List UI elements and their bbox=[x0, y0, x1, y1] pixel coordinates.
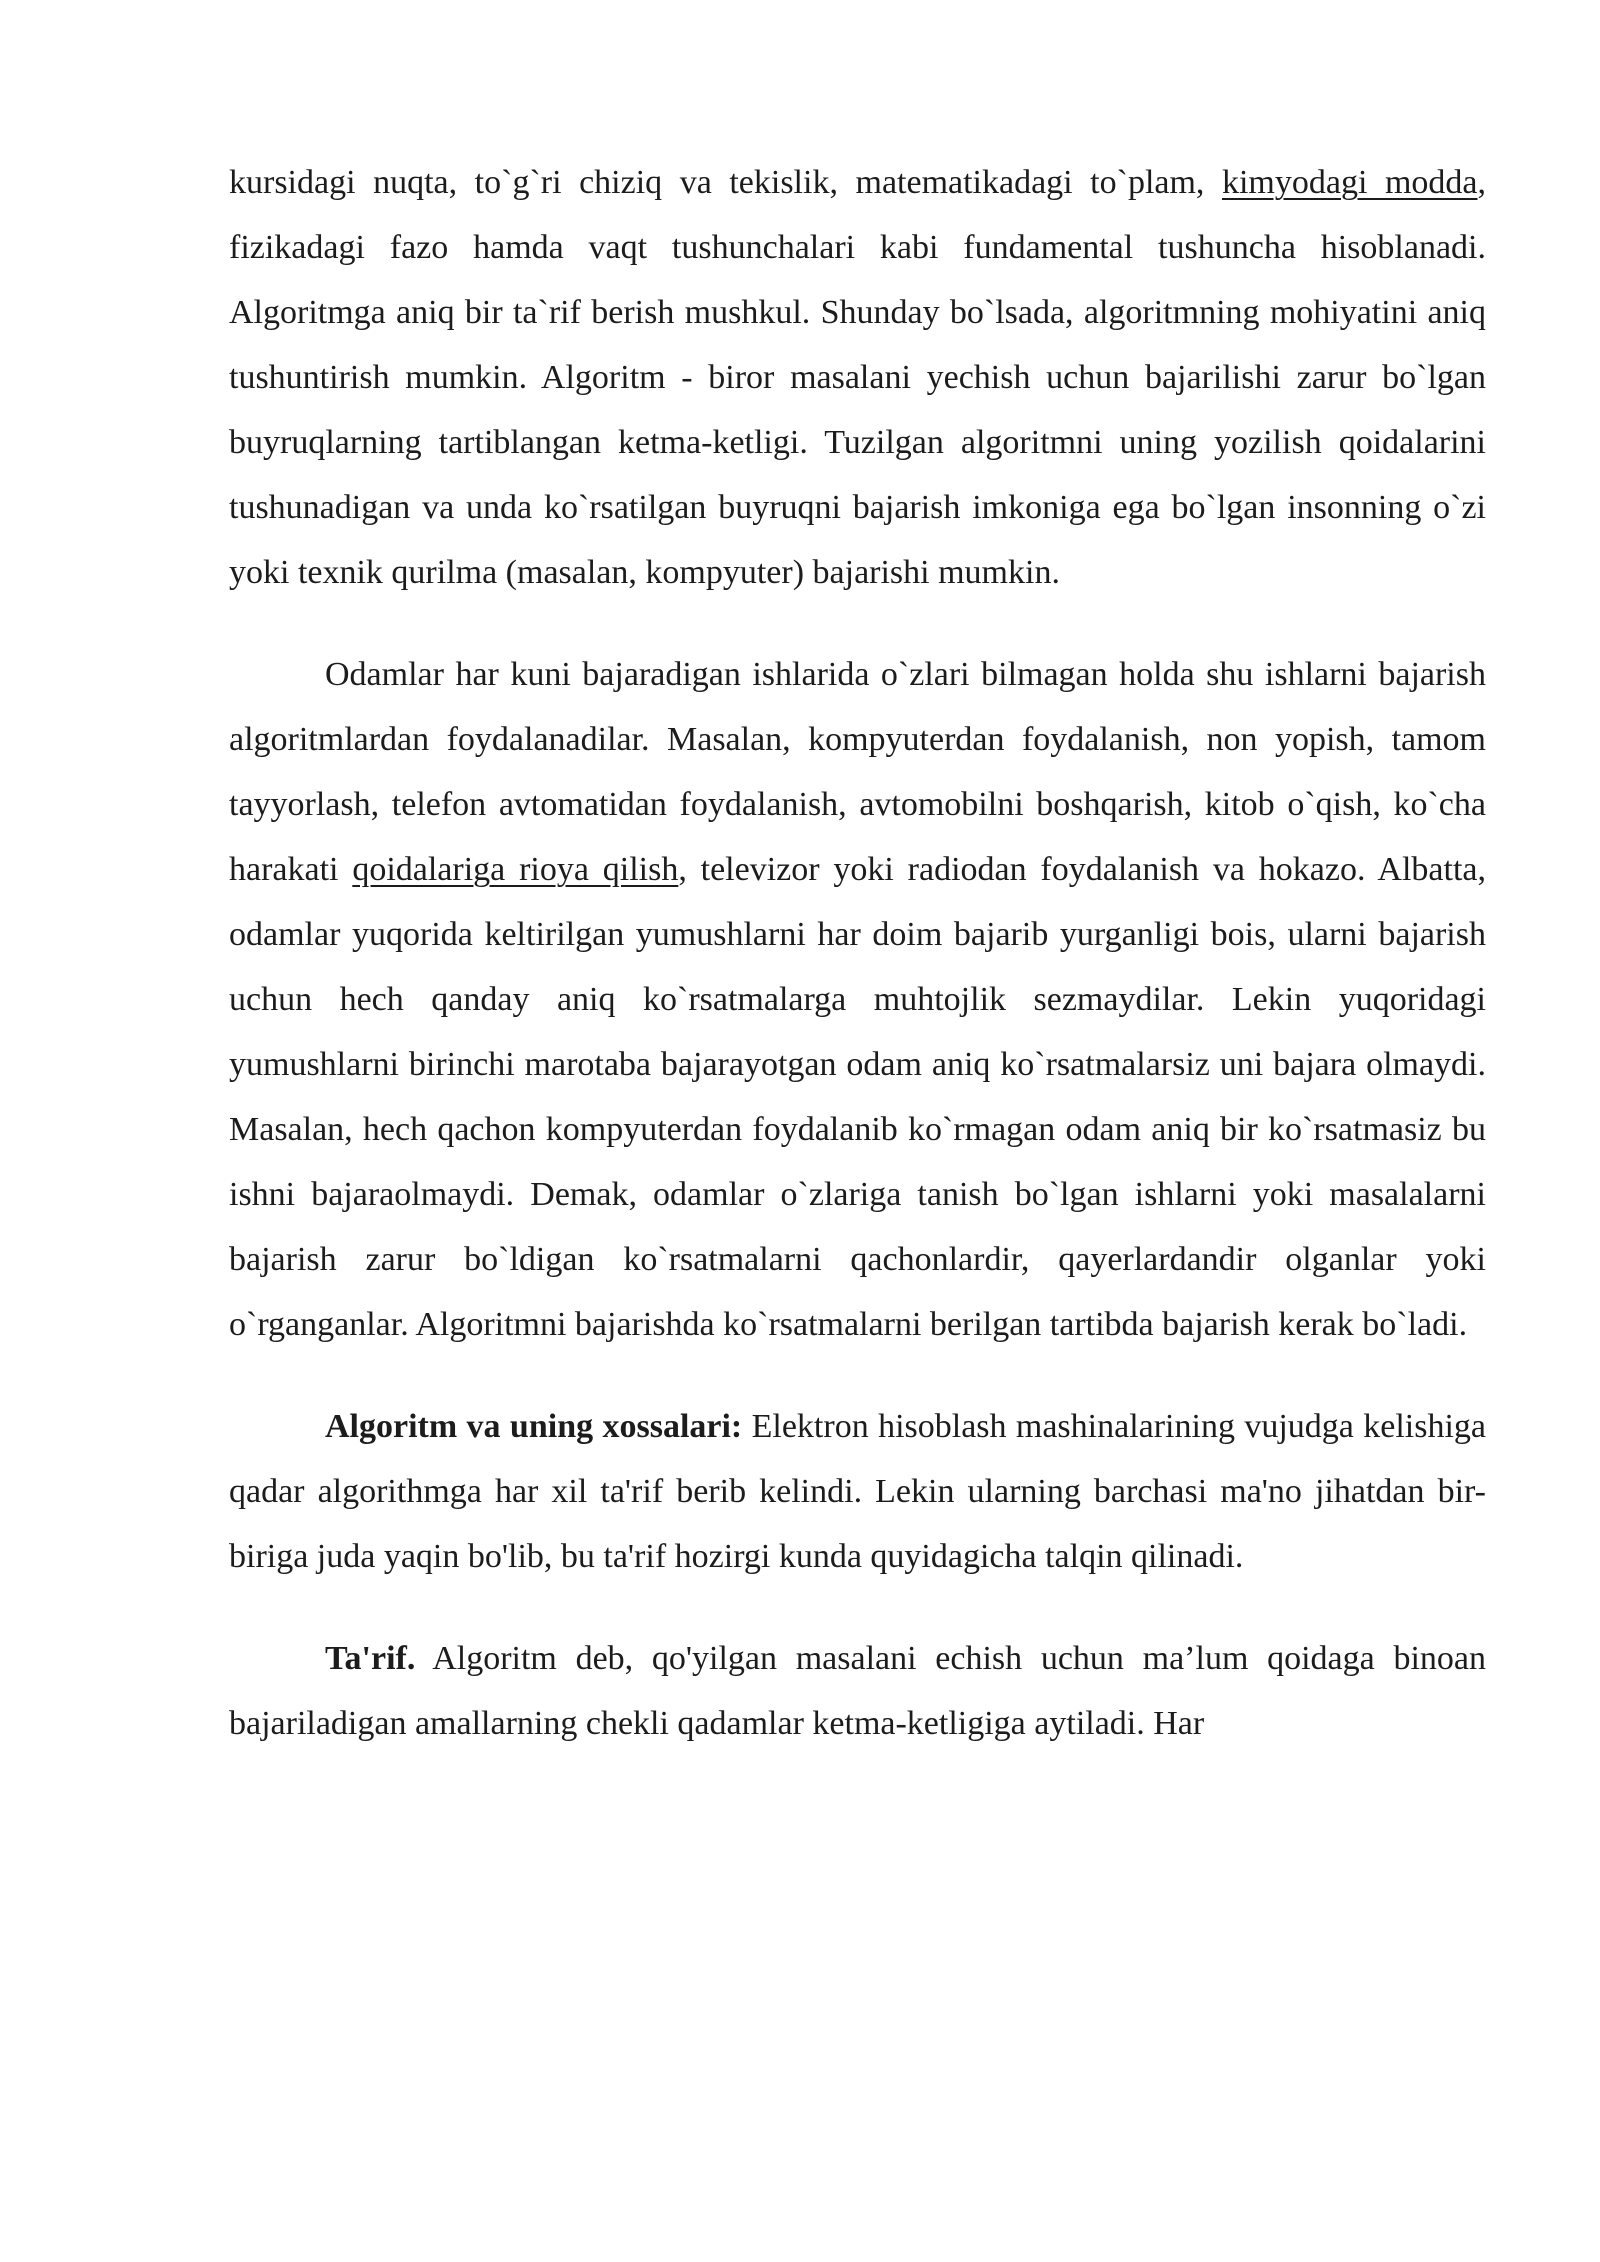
paragraph-algorithm-properties bbox=[229, 1394, 1486, 1589]
paragraph-text: , televizor yoki radiodan foydalanish va hokazo. Albatta, odamlar yuqorida keltirilgan yumushlarni har doim bajarib yurganligi bois, ularni bajarish uchun hech qanday aniq ko`rsatmalarga muhtojlik sezmaydilar. Lekin yuqoridagi yumushlarni birinchi marotaba bajarayotgan odam aniq ko`rsatmalarsiz uni bajara olmaydi. Masalan, hech qachon kompyuterdan foydalanib ko`rmagan odam aniq bir ko`rsatmasiz bu ishni bajaraolmaydi. Demak, odamlar o`zlariga tanish bo`lgan ishlarni yoki masalalarni bajarish zarur bo`ldigan ko`rsatmalarni qachonlardir, qayerlardandir olganlar yoki o`rganganlar. Algoritmni bajarishda ko`rsatmalarni berilgan tartibda bajarish kerak bo`ladi. bbox=[229, 851, 1486, 1343]
paragraph-text: , fizikadagi fazo hamda vaqt tushunchalari kabi fundamental tushuncha hisoblanadi. Algoritmga aniq bir ta`rif berish mushkul. Shunday bo`lsada, algoritmning mohiyatini aniq tushuntirish mumkin. Algoritm - biror masalani yechish uchun bajarilishi zarur bo`lgan buyruqlarning tartiblangan ketma-ketligi. Tuzilgan algoritmni uning yozilish qoidalarini tushunadigan va unda ko`rsatilgan buyruqni bajarish imkoniga ega bo`lgan insonning o`zi yoki texnik qurilma (masalan, kompyuter) bajarishi mumkin. bbox=[229, 164, 1486, 591]
paragraph-daily-algorithms bbox=[229, 642, 1486, 1357]
paragraph-text: Elektron hisoblash mashinalarining vujudga kelishiga qadar algorithmga har xil ta'rif berib kelindi. Lekin ularning barchasi ma'no jihatdan bir-biriga juda yaqin bo'lib, bu ta'rif hozirgi kunda quyidagicha talqin qilinadi. bbox=[229, 1408, 1486, 1575]
section-heading: Algoritm va uning xossalari: bbox=[325, 1408, 743, 1445]
paragraph-algorithm-concept bbox=[229, 150, 1486, 605]
link-kimyodagi-modda[interactable]: kimyodagi modda bbox=[1221, 164, 1478, 201]
paragraph-text: Odamlar har kuni bajaradigan ishlarida o`zlari bilmagan holda shu ishlarni bajarish algoritmlardan foydalanadilar. Masalan, kompyuterdan foydalanish, non yopish, tamom tayyorlash, telefon avtomatidan foydalanish, avtomobilni boshqarish, kitob o`qish, ko`cha harakati bbox=[229, 656, 1486, 888]
paragraph-text: kursidagi nuqta, to`g`ri chiziq va tekislik, matematikadagi to`plam, bbox=[229, 164, 1222, 201]
paragraph-text: Algoritm deb, qo'yilgan masalani echish uchun ma’lum qoidaga binoan bajariladigan amallarning chekli qadamlar ketma-ketligiga aytiladi. Har bbox=[229, 1640, 1486, 1742]
document-page bbox=[229, 150, 1486, 1756]
definition-label: Ta'rif. bbox=[325, 1640, 416, 1677]
link-qoidalariga-rioya-qilish[interactable]: qoidalariga rioya qilish bbox=[352, 851, 679, 888]
paragraph-definition bbox=[229, 1626, 1486, 1756]
